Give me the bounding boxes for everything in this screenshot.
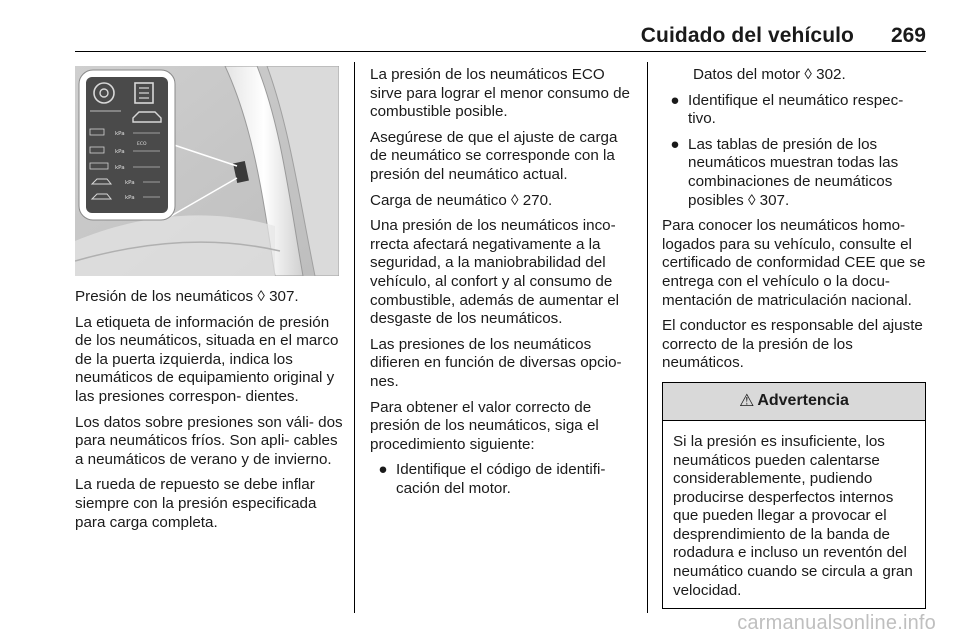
header-rule [75,51,926,52]
paragraph: Una presión de los neumáticos inco‐ rrecta afectará negativamente a la seguridad, a la maniobrabilidad del vehículo, al confort y al consumo de combustible, además de aumentar el desgaste de los neumáticos. [370,217,620,328]
column-1 [75,66,343,539]
bullet-dot-icon: ● [670,135,680,153]
page-header-title: Cuidado del vehículo [640,24,854,47]
warning-title: Advertencia [757,392,849,410]
column-2 [370,66,636,505]
watermark: carmanualsonline.info [737,612,936,634]
paragraph: Los datos sobre presiones son váli‐ dos para neumáticos fríos. Son apli‐ cables a neumáticos de verano y de invierno. [75,413,343,468]
paragraph: Las presiones de los neumáticos difieren en función de diversas opcio‐ nes. [370,335,622,390]
bullet-continuation: Datos del motor ◊ 302. [693,66,846,83]
warning-box [662,382,926,609]
column-divider-1 [354,62,355,613]
paragraph: Para obtener el valor correcto de presión de los neumáticos, siga el procedimiento siguiente: [370,398,599,453]
label-unit-4: kPa [125,180,135,186]
paragraph: Asegúrese de que el ajuste de carga de neumático se corresponde con la presión del neumático actual. [370,128,618,183]
label-unit-1: kPa [115,131,125,137]
warning-header [663,383,925,421]
warning-text: Si la presión es insuficiente, los neumáticos pueden calentarse considerablemente, pudiendo producirse desperfectos internos que pueden llegar a provocar el desprendimiento de la banda de rodadura e incluso un reventón del neumático cuando se circula a gran velocidad. [673,432,913,599]
page-number: 269 [890,24,926,47]
paragraph: La rueda de repuesto se debe inflar siempre con la presión especificada para carga completa. [75,476,317,531]
bullet-item: ● Identifique el código de identifi‐ cación del motor. [370,461,636,498]
column-3 [662,66,926,609]
bullet-item: ● Las tablas de presión de los neumáticos muestran todas las combinaciones de neumáticos posibles ◊ 307. [662,136,926,210]
paragraph: La etiqueta de información de presión de los neumáticos, situada en el marco de la puerta izquierda, indica los neumáticos de equipamiento original y las presiones correspon‐ dientes. [75,313,339,405]
paragraph: El conductor es responsable del ajuste correcto de la presión de los neumáticos. [662,317,923,372]
column-divider-2 [647,62,648,613]
bullet-item: ● Identifique el neumático respec‐ tivo. [662,92,926,129]
warning-triangle-icon: ⚠ [739,391,755,412]
bullet-dot-icon: ● [378,461,388,479]
label-unit-2: kPa [115,149,125,155]
label-extra-eco: ECO [137,142,147,147]
label-unit-5: kPa [125,195,135,201]
paragraph: La presión de los neumáticos ECO sirve para lograr el menor consumo de combustible posible. [370,66,630,121]
label-unit-3: kPa [115,165,125,171]
paragraph: Presión de los neumáticos ◊ 307. [75,288,299,305]
paragraph: Carga de neumático ◊ 270. [370,191,553,209]
bullet-dot-icon: ● [670,91,680,109]
paragraph: Para conocer los neumáticos homo‐ logados para su vehículo, consulte el certificado de conformidad CEE que se entrega con el vehículo o la docu‐ mentación de matriculación nacional. [662,217,926,309]
